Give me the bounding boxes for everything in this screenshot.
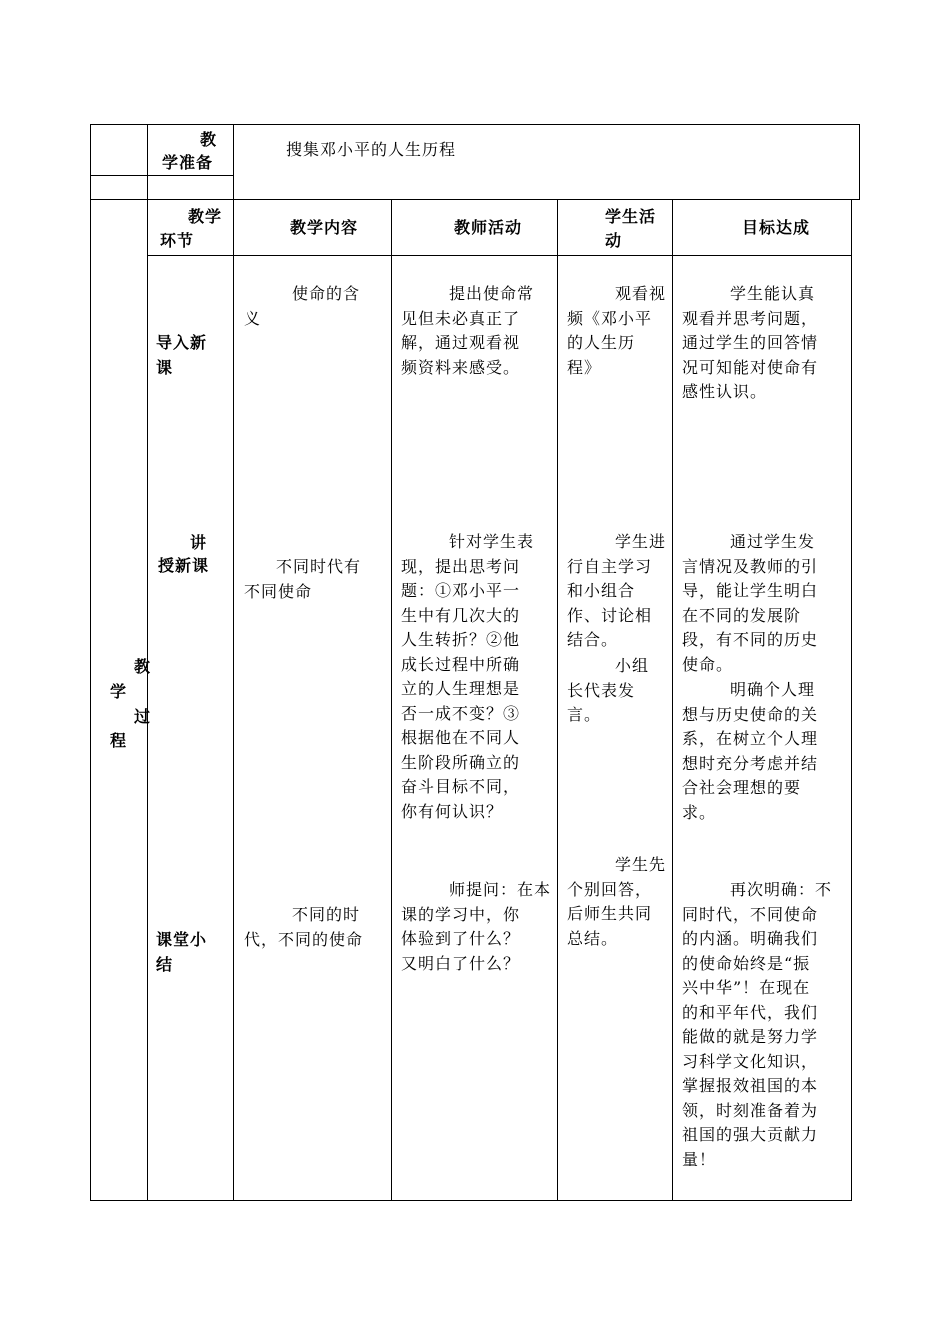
border-line bbox=[90, 124, 91, 200]
row2-stage-line1: 讲 bbox=[190, 533, 208, 552]
border-line bbox=[233, 124, 234, 200]
header-goal: 目标达成 bbox=[742, 218, 811, 237]
header-student-line1: 学生活 bbox=[605, 207, 657, 226]
prep-label-line1: 教 bbox=[200, 130, 218, 149]
row3-stage: 课堂小 结 bbox=[156, 930, 208, 974]
row2-stage-line2: 授新课 bbox=[158, 556, 210, 575]
row3-student: 学生先 个别回答， 后师生共同 总结。 bbox=[567, 855, 667, 948]
row1-stage: 导入新 课 bbox=[156, 333, 208, 377]
row1-content: 使命的含 义 bbox=[244, 284, 361, 328]
process-label-char: 教 bbox=[134, 657, 152, 676]
border-line bbox=[90, 124, 860, 125]
border-line bbox=[147, 124, 148, 200]
row2-teacher: 针对学生表 现，提出思考问 题：①邓小平一 生中有几次大的 人生转折？②他 成长过程中所确 立的人生理想是 否一成不变？③ 根据他在不同人 生阶段所确立的 奋斗目标不同， 你有何认识？ bbox=[401, 532, 535, 821]
row2-student-p1: 学生进 行自主学习 和小组合 作、讨论相 结合。 bbox=[567, 532, 667, 649]
border-line bbox=[147, 199, 148, 1201]
row2-content: 不同时代有 不同使命 bbox=[244, 557, 362, 601]
prep-label-line2: 学准备 bbox=[162, 153, 214, 172]
border-line bbox=[557, 199, 558, 1201]
row3-goal: 再次明确：不 同时代，不同使命 的内涵。明确我们 的使命始终是“振 兴中华”！在现在 的和平年代，我们 能做的就是努力学 习科学文化知识， 掌握报效祖国的本 领，时刻准备着为 祖国的强大贡献力 量！ bbox=[682, 880, 833, 1169]
border-line bbox=[90, 199, 91, 1201]
row2-student-p2: 小组 长代表发 言。 bbox=[567, 656, 650, 724]
border-line bbox=[851, 199, 852, 1201]
border-line bbox=[90, 199, 860, 200]
process-label-char: 过 bbox=[134, 707, 152, 726]
border-line bbox=[672, 199, 673, 1201]
border-line bbox=[147, 255, 851, 256]
header-stage-line2: 环节 bbox=[160, 231, 195, 250]
border-line bbox=[391, 199, 392, 1201]
header-teacher: 教师活动 bbox=[454, 218, 523, 237]
header-stage-line1: 教学 bbox=[188, 207, 223, 226]
prep-content: 搜集邓小平的人生历程 bbox=[286, 140, 457, 159]
row3-teacher: 师提问：在本 课的学习中，你 体验到了什么？ 又明白了什么？ bbox=[401, 880, 552, 973]
row2-goal-p1: 通过学生发 言情况及教师的引 导，能让学生明白 在不同的发展阶 段，有不同的历史 使命。 bbox=[682, 532, 819, 674]
border-line bbox=[859, 124, 860, 200]
row3-content: 不同的时 代，不同的使命 bbox=[244, 905, 364, 949]
process-label-char: 学 bbox=[110, 682, 128, 701]
row1-goal: 学生能认真 观看并思考问题， 通过学生的回答情 况可知能对使命有 感性认识。 bbox=[682, 284, 819, 401]
process-label-char: 程 bbox=[110, 731, 128, 750]
row2-goal-p2: 明确个人理 想与历史使命的关 系，在树立个人理 想时充分考虑并结 合社会理想的要 求。 bbox=[682, 680, 819, 822]
header-student-line2: 动 bbox=[605, 231, 623, 250]
row1-teacher: 提出使命常 见但未必真正了 解，通过观看视 频资料来感受。 bbox=[401, 284, 535, 377]
row1-student: 观看视 频《邓小平 的人生历 程》 bbox=[567, 284, 667, 377]
header-content: 教学内容 bbox=[290, 218, 359, 237]
border-line bbox=[90, 1200, 852, 1201]
